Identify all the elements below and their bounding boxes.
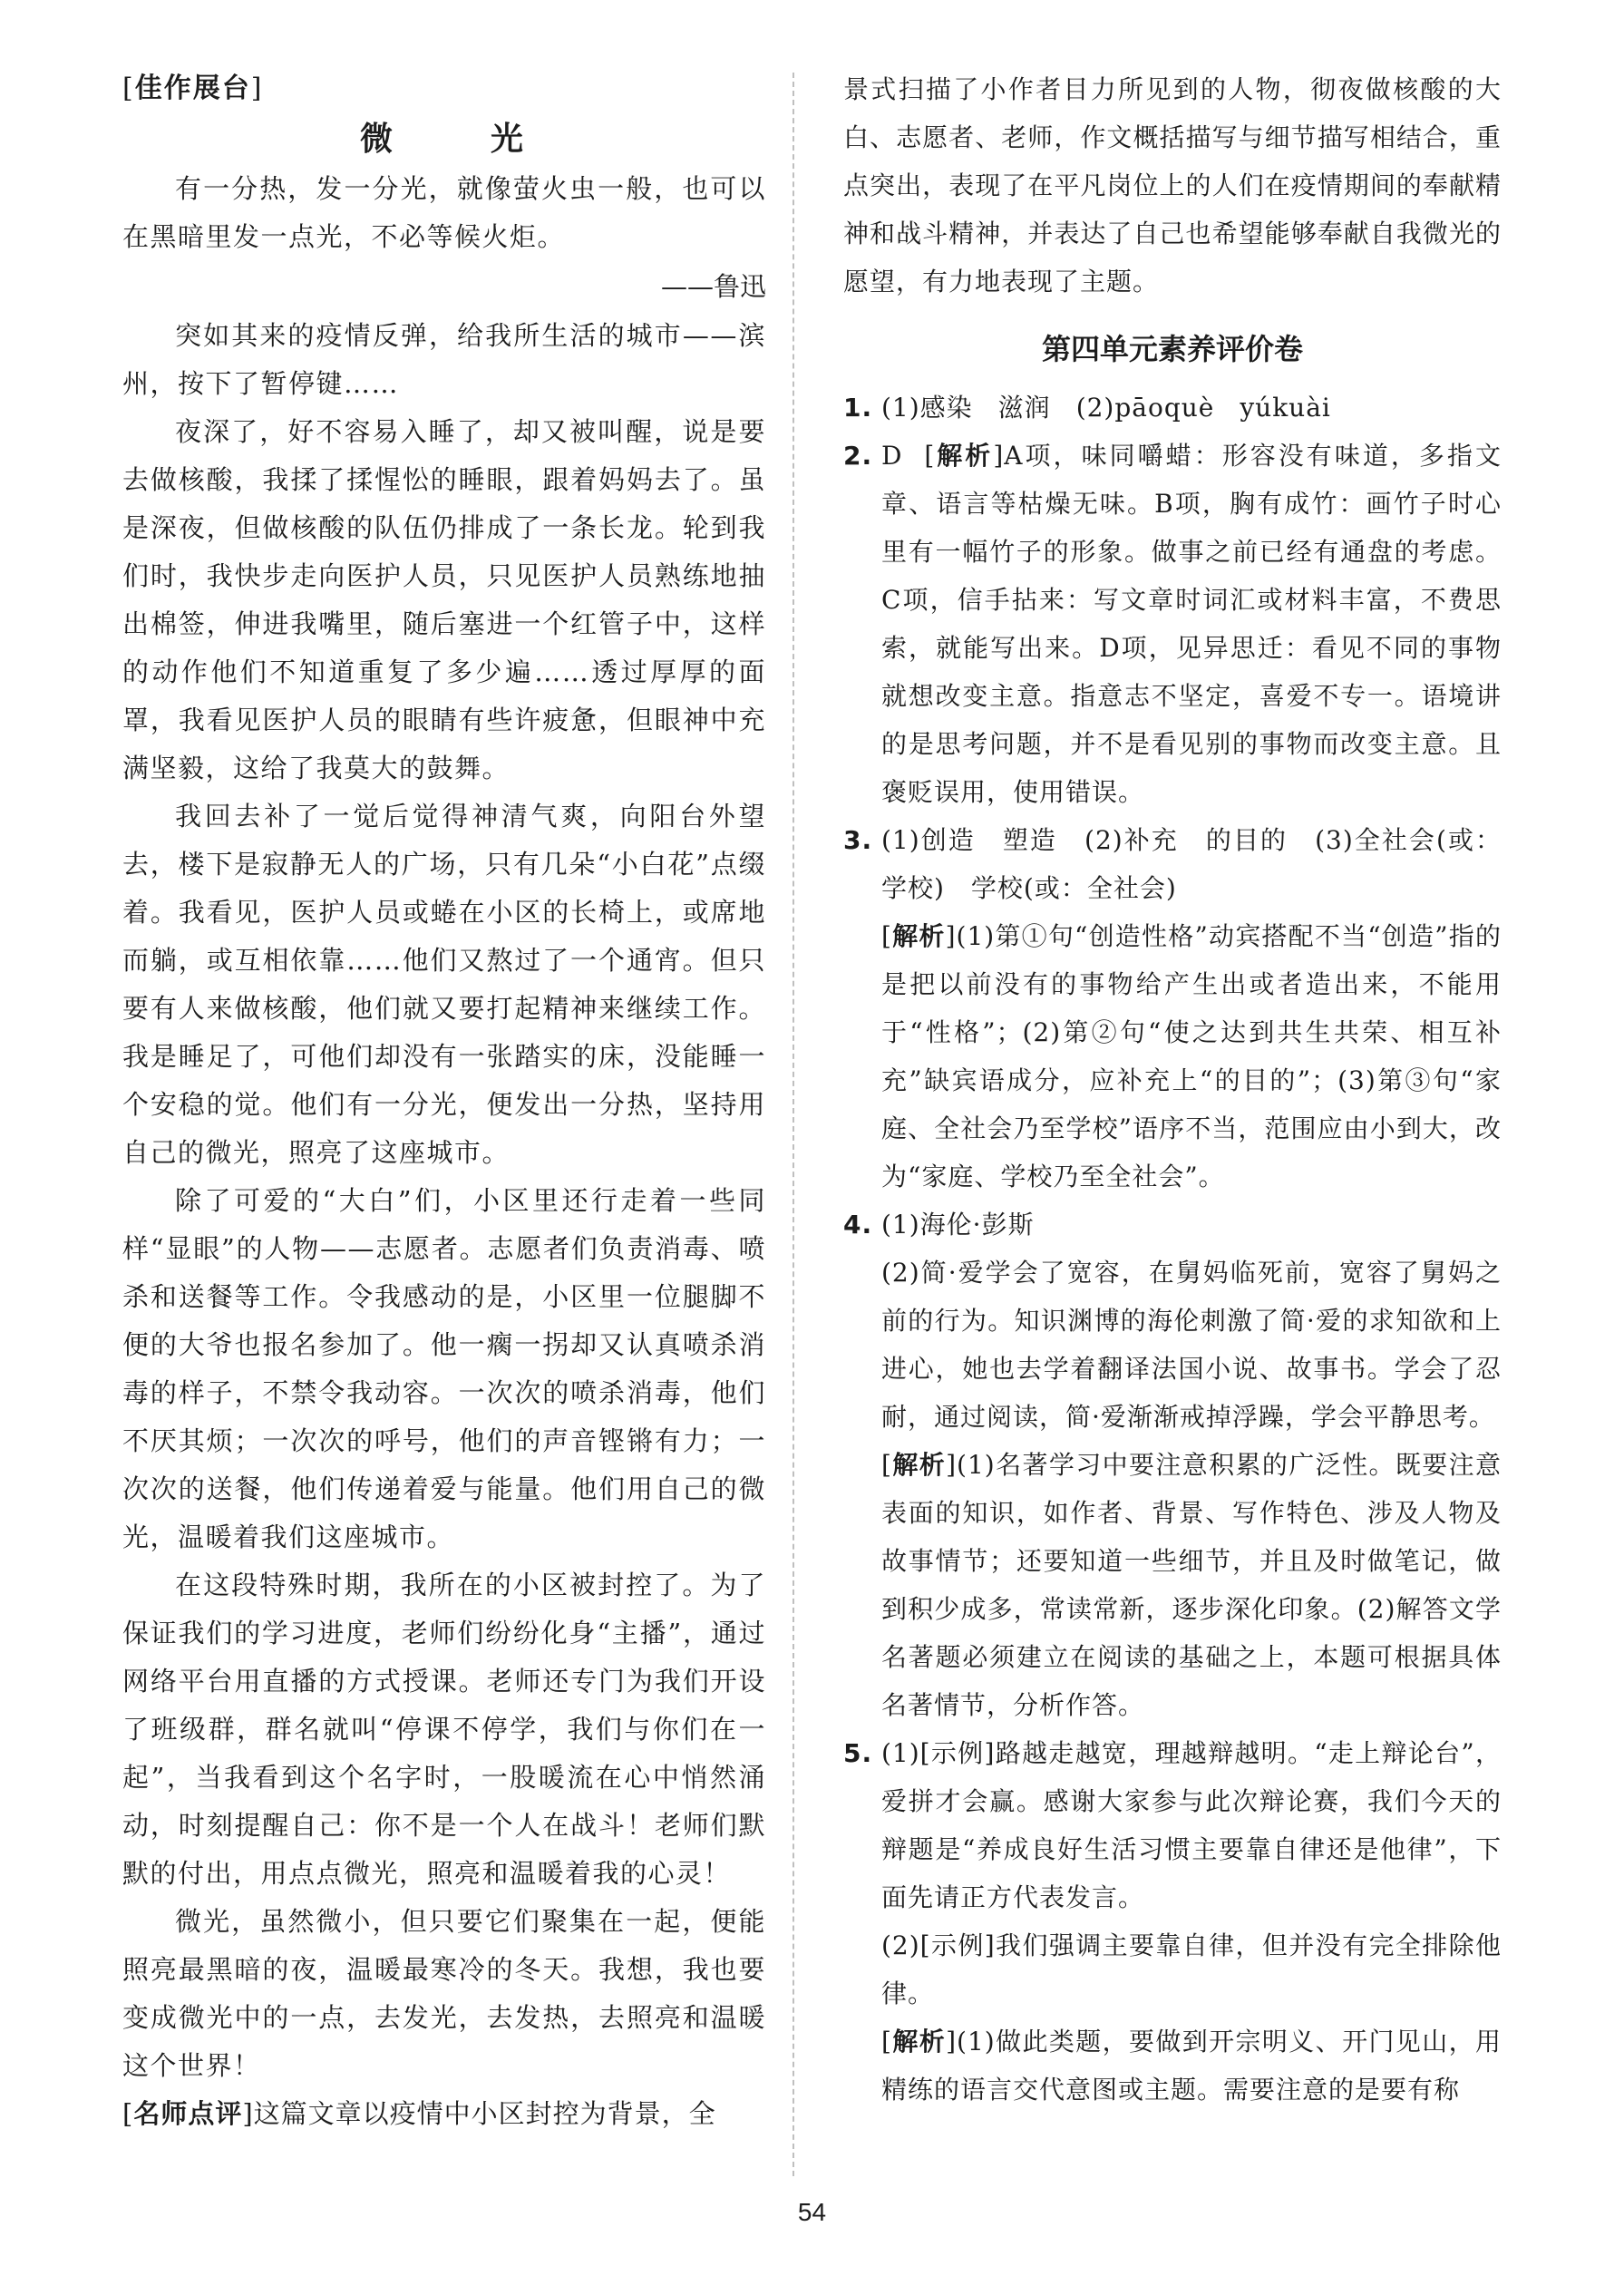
teacher-comment-continued: 景式扫描了小作者目力所见到的人物，彻夜做核酸的大白、志愿者、老师，作文概括描写与细节描写相结合，重点突出，表现了在平凡岗位上的人们在疫情期间的奉献精神和战斗精神，并表达了自己也希望能够奉献自我微光的愿望，有力地表现了主题。 (843, 74, 1502, 297)
analysis-tag: [ 解析 ] (881, 1450, 957, 1480)
question-number: 5. (843, 1738, 873, 1768)
answer-item: 滋润 (997, 393, 1051, 423)
page-number: 54 (797, 2198, 827, 2226)
epigraph: 有一分热，发一分光，就像萤火虫一般，也可以在黑暗里发一点光，不必等候火炬。 (122, 173, 766, 252)
essay-title: 微 光 (359, 120, 556, 158)
answer: (1)海伦·彭斯 (881, 1210, 1035, 1240)
essay-paragraph: 微光，虽然微小，但只要它们聚集在一起，便能照亮最黑暗的夜，温暖最寒冷的冬天。我想，我也要变成微光中的一点，去发光，去发热，去照亮和温暖这个世界！ (122, 1906, 766, 2081)
analysis-text: (1)第①句“创造性格”动宾搭配不当“创造”指的是把以前没有的事物给产生出或者造出来，不能用于“性格”；(2)第②句“使之达到共生共荣、相互补充”缺宾语成分，应补充上“的目的”；(3)第③句“家庭、全社会乃至学校”语序不当，范围应由小到大，改为“家庭、学校乃至全社会”。 (881, 921, 1502, 1191)
essay-paragraph: 突如其来的疫情反弹，给我所生活的城市——滨州，按下了暂停键…… (122, 320, 766, 399)
question-number: 2. (843, 441, 873, 471)
question-4 (843, 1201, 1502, 1729)
question-number: 4. (843, 1210, 873, 1240)
analysis-tag: [ 解析 ] (924, 441, 1004, 471)
essay-paragraph: 夜深了，好不容易入睡了，却又被叫醒，说是要去做核酸，我揉了揉惺忪的睡眼，跟着妈妈去了。虽是深夜，但做核酸的队伍仍排成了一条长龙。轮到我们时，我快步走向医护人员，只见医护人员熟练地抽出棉签，伸进我嘴里，随后塞进一个红管子中，这样的动作他们不知道重复了多少遍……透过厚厚的面罩，我看见医护人员的眼睛有些许疲惫，但眼神中充满坚毅，这给了我莫大的鼓舞。 (122, 416, 766, 783)
answer: (1)[示例]路越走越宽，理越辩越明。“走上辩论台”，爱拼才会赢。感谢大家参与此次辩论赛，我们今天的辩题是“养成良好生活习惯主要靠自律还是他律”，下面先请正方代表发言。 (881, 1738, 1502, 1912)
analysis-text: A项，味同嚼蜡：形容没有味道，多指文章、语言等枯燥无味。B项，胸有成竹：画竹子时心里有一幅竹子的形象。做事之前已经有通盘的考虑。C项，信手拈来：写文章时词汇或材料丰富，不费思索，就能写出来。D项，见异思迁：看见不同的事物就想改变主意。指意志不坚定，喜爱不专一。语境讲的是思考问题，并不是看见别的事物而改变主意。且褒贬误用，使用错误。 (881, 441, 1502, 807)
essay-paragraph: 在这段特殊时期，我所在的小区被封控了。为了保证我们的学习进度，老师们纷纷化身“主播”，通过网络平台用直播的方式授课。老师还专门为我们开设了班级群，群名就叫“停课不停学，我们与你们在一起”，当我看到这个名字时，一股暖流在心中悄然涌动，时刻提醒自己：你不是一个人在战斗！老师们默默的付出，用点点微光，照亮和温暖着我的心灵！ (122, 1570, 766, 1889)
question-3 (843, 816, 1502, 1201)
answer: D (881, 441, 903, 471)
question-number: 1. (843, 393, 873, 423)
question-1 (843, 384, 1502, 432)
essay-paragraph: 我回去补了一觉后觉得神清气爽，向阳台外望去，楼下是寂静无人的广场，只有几朵“小白花”点缀着。我看见，医护人员或蜷在小区的长椅上，或席地而躺，或互相依靠……他们又熬过了一个通宵。但只要有人来做核酸，他们就又要打起精神来继续工作。我是睡足了，可他们却没有一张踏实的床，没能睡一个安稳的觉。他们有一分光，便发出一分热，坚持用自己的微光，照亮了这座城市。 (122, 801, 766, 1168)
essay-paragraph: 除了可爱的“大白”们，小区里还行走着一些同样“显眼”的人物——志愿者。志愿者们负责消毒、喷杀和送餐等工作。令我感动的是，小区里一位腿脚不便的大爷也报名参加了。他一瘸一拐却又认真喷杀消毒的样子，不禁令我动容。一次次的喷杀消毒，他们不厌其烦；一次次的呼号，他们的声音铿锵有力；一次次的送餐，他们传递着爱与能量。他们用自己的微光，温暖着我们这座城市。 (122, 1185, 766, 1552)
question-5 (843, 1729, 1502, 2114)
answer-row (881, 384, 1502, 432)
comment-text-start: 这篇文章以疫情中小区封控为背景，全 (253, 2098, 716, 2129)
analysis-text: (1)名著学习中要注意积累的广泛性。既要注意表面的知识，如作者、背景、写作特色、涉及人物及故事情节；还要知道一些细节，并且及时做笔记，做到积少成多，常读常新，逐步深化印象。(2)解答文学名著题必须建立在阅读的基础之上，本题可根据具体名著情节，分析作答。 (881, 1450, 1502, 1720)
analysis (881, 1441, 1502, 1729)
comment-tag: [ 名师点评 ] (122, 2098, 254, 2129)
answer-item: (1)感染 (881, 393, 973, 423)
left-column (122, 65, 766, 2138)
column-divider (793, 73, 794, 2176)
analysis (881, 912, 1502, 1201)
analysis-text: (1)做此类题，要做到开宗明义、开门见山，用精练的语言交代意图或主题。需要注意的是要有称 (881, 2027, 1502, 2105)
teacher-comment (122, 2090, 766, 2138)
answer: (1)创造 塑造 (2)补充 的目的 (3)全社会(或：学校) 学校(或：全社会) (881, 825, 1502, 903)
right-column (843, 65, 1502, 2114)
analysis-tag: [ 解析 ] (881, 921, 957, 951)
unit-test-title: 第四单元素养评价卷 (1041, 332, 1303, 366)
answer: (2)简·爱学会了宽容，在舅妈临死前，宽容了舅妈之前的行为。知识渊博的海伦刺激了简·爱的求知欲和上进心，她也去学着翻译法国小说、故事书。学会了忍耐，通过阅读，简·爱渐渐戒掉浮躁，学会平静思考。 (881, 1258, 1502, 1432)
answer: (2)[示例]我们强调主要靠自律，但并没有完全排除他律。 (881, 1930, 1502, 2008)
question-number: 3. (843, 825, 873, 855)
epigraph-author: ——鲁迅 (660, 271, 766, 302)
answer-item: yúkuài (1240, 393, 1331, 423)
answer-item: (2)pāoquè (1075, 393, 1215, 423)
section-tag: [ 佳作展台 ] (122, 65, 263, 112)
question-2 (843, 432, 1502, 816)
analysis-tag: [ 解析 ] (881, 2027, 957, 2056)
analysis (881, 2018, 1502, 2114)
